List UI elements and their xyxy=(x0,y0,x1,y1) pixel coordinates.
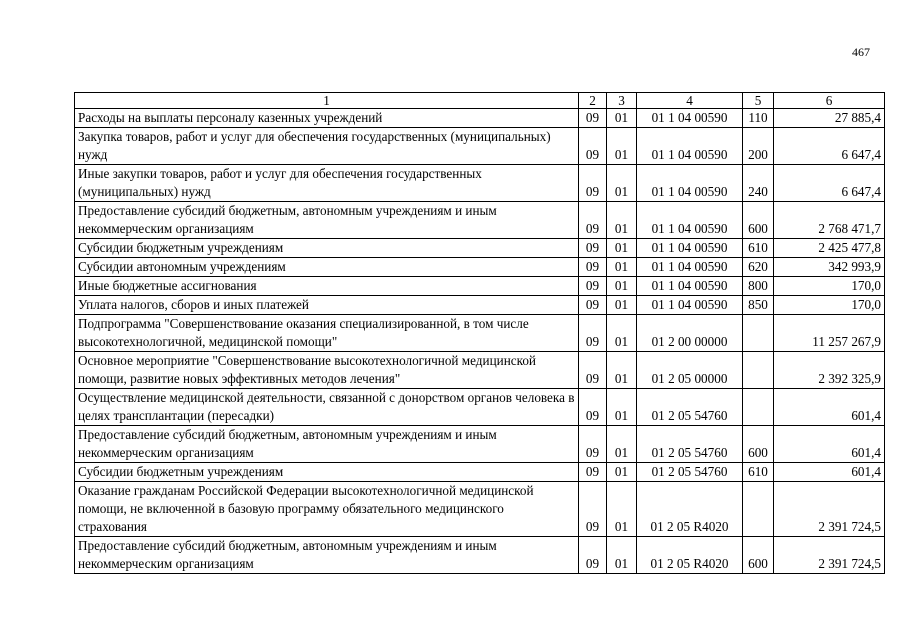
row-code: 01 1 04 00590 xyxy=(637,109,743,128)
row-subsection: 01 xyxy=(607,482,637,537)
row-subsection: 01 xyxy=(607,315,637,352)
row-sum: 11 257 267,9 xyxy=(774,315,885,352)
row-code: 01 1 04 00590 xyxy=(637,165,743,202)
row-name: Осуществление медицинской деятельности, связанной с донорством органов человека в целях трансплантации (пересадки) xyxy=(75,389,579,426)
row-name: Иные закупки товаров, работ и услуг для обеспечения государственных (муниципальных) нужд xyxy=(75,165,579,202)
row-sum: 601,4 xyxy=(774,463,885,482)
row-sum: 601,4 xyxy=(774,426,885,463)
row-subsection: 01 xyxy=(607,165,637,202)
row-type: 600 xyxy=(743,202,774,239)
row-type: 850 xyxy=(743,296,774,315)
row-section: 09 xyxy=(579,239,607,258)
row-sum: 601,4 xyxy=(774,389,885,426)
row-code: 01 2 00 00000 xyxy=(637,315,743,352)
row-section: 09 xyxy=(579,296,607,315)
row-subsection: 01 xyxy=(607,202,637,239)
row-code: 01 2 05 54760 xyxy=(637,463,743,482)
row-type: 620 xyxy=(743,258,774,277)
row-type xyxy=(743,352,774,389)
row-sum: 2 768 471,7 xyxy=(774,202,885,239)
row-name: Уплата налогов, сборов и иных платежей xyxy=(75,296,579,315)
row-name: Предоставление субсидий бюджетным, автономным учреждениям и иным некоммерческим организациям xyxy=(75,426,579,463)
row-section: 09 xyxy=(579,165,607,202)
header-col-subsection: 3 xyxy=(607,93,637,109)
row-sum: 27 885,4 xyxy=(774,109,885,128)
row-sum: 6 647,4 xyxy=(774,165,885,202)
row-subsection: 01 xyxy=(607,352,637,389)
row-type xyxy=(743,315,774,352)
row-type: 610 xyxy=(743,239,774,258)
row-subsection: 01 xyxy=(607,258,637,277)
row-section: 09 xyxy=(579,463,607,482)
table-row xyxy=(75,258,885,277)
table-row xyxy=(75,352,885,389)
table-row xyxy=(75,202,885,239)
row-subsection: 01 xyxy=(607,109,637,128)
table-row xyxy=(75,426,885,463)
row-type: 600 xyxy=(743,537,774,574)
row-code: 01 2 05 54760 xyxy=(637,426,743,463)
row-section: 09 xyxy=(579,389,607,426)
table-row xyxy=(75,277,885,296)
row-sum: 2 391 724,5 xyxy=(774,482,885,537)
row-section: 09 xyxy=(579,109,607,128)
row-sum: 6 647,4 xyxy=(774,128,885,165)
row-sum: 2 392 325,9 xyxy=(774,352,885,389)
row-name: Предоставление субсидий бюджетным, автономным учреждениям и иным некоммерческим организациям xyxy=(75,202,579,239)
row-subsection: 01 xyxy=(607,537,637,574)
table-row xyxy=(75,296,885,315)
page-number: 467 xyxy=(852,45,870,59)
row-code: 01 1 04 00590 xyxy=(637,277,743,296)
row-name: Иные бюджетные ассигнования xyxy=(75,277,579,296)
row-name: Подпрограмма "Совершенствование оказания специализированной, в том числе высокотехнологичной, медицинской помощи" xyxy=(75,315,579,352)
row-type xyxy=(743,482,774,537)
header-col-name: 1 xyxy=(75,93,579,109)
header-col-sum: 6 xyxy=(774,93,885,109)
row-code: 01 1 04 00590 xyxy=(637,128,743,165)
row-type: 200 xyxy=(743,128,774,165)
row-code: 01 1 04 00590 xyxy=(637,239,743,258)
row-name: Предоставление субсидий бюджетным, автономным учреждениям и иным некоммерческим организациям xyxy=(75,537,579,574)
row-sum: 2 391 724,5 xyxy=(774,537,885,574)
header-col-type: 5 xyxy=(743,93,774,109)
row-name: Субсидии автономным учреждениям xyxy=(75,258,579,277)
row-code: 01 1 04 00590 xyxy=(637,202,743,239)
row-type: 600 xyxy=(743,426,774,463)
row-name: Оказание гражданам Российской Федерации высокотехнологичной медицинской помощи, не включенной в базовую программу обязательного медицинского страхования xyxy=(75,482,579,537)
header-col-section: 2 xyxy=(579,93,607,109)
header-col-code: 4 xyxy=(637,93,743,109)
row-sum: 170,0 xyxy=(774,296,885,315)
row-section: 09 xyxy=(579,277,607,296)
row-section: 09 xyxy=(579,128,607,165)
row-section: 09 xyxy=(579,352,607,389)
row-type: 610 xyxy=(743,463,774,482)
row-name: Закупка товаров, работ и услуг для обеспечения государственных (муниципальных) нужд xyxy=(75,128,579,165)
row-name: Субсидии бюджетным учреждениям xyxy=(75,239,579,258)
row-section: 09 xyxy=(579,482,607,537)
row-section: 09 xyxy=(579,202,607,239)
row-name: Расходы на выплаты персоналу казенных учреждений xyxy=(75,109,579,128)
row-code: 01 2 05 54760 xyxy=(637,389,743,426)
row-sum: 170,0 xyxy=(774,277,885,296)
table-row xyxy=(75,128,885,165)
table-row xyxy=(75,165,885,202)
table-body xyxy=(75,109,885,574)
row-subsection: 01 xyxy=(607,426,637,463)
row-code: 01 1 04 00590 xyxy=(637,296,743,315)
table-header-row xyxy=(75,93,885,109)
row-sum: 342 993,9 xyxy=(774,258,885,277)
row-subsection: 01 xyxy=(607,239,637,258)
row-subsection: 01 xyxy=(607,389,637,426)
table-row xyxy=(75,109,885,128)
row-sum: 2 425 477,8 xyxy=(774,239,885,258)
row-type: 240 xyxy=(743,165,774,202)
table-row xyxy=(75,537,885,574)
row-subsection: 01 xyxy=(607,463,637,482)
row-section: 09 xyxy=(579,537,607,574)
row-name: Основное мероприятие "Совершенствование высокотехнологичной медицинской помощи, развитие новых эффективных методов лечения" xyxy=(75,352,579,389)
row-subsection: 01 xyxy=(607,277,637,296)
row-code: 01 2 05 R4020 xyxy=(637,537,743,574)
row-section: 09 xyxy=(579,315,607,352)
row-code: 01 1 04 00590 xyxy=(637,258,743,277)
table-row xyxy=(75,463,885,482)
row-code: 01 2 05 R4020 xyxy=(637,482,743,537)
row-section: 09 xyxy=(579,258,607,277)
row-type xyxy=(743,389,774,426)
table-row xyxy=(75,315,885,352)
table-row xyxy=(75,239,885,258)
table-row xyxy=(75,482,885,537)
row-type: 110 xyxy=(743,109,774,128)
row-type: 800 xyxy=(743,277,774,296)
row-name: Субсидии бюджетным учреждениям xyxy=(75,463,579,482)
row-code: 01 2 05 00000 xyxy=(637,352,743,389)
row-section: 09 xyxy=(579,426,607,463)
row-subsection: 01 xyxy=(607,296,637,315)
row-subsection: 01 xyxy=(607,128,637,165)
table-row xyxy=(75,389,885,426)
budget-table xyxy=(74,92,885,574)
